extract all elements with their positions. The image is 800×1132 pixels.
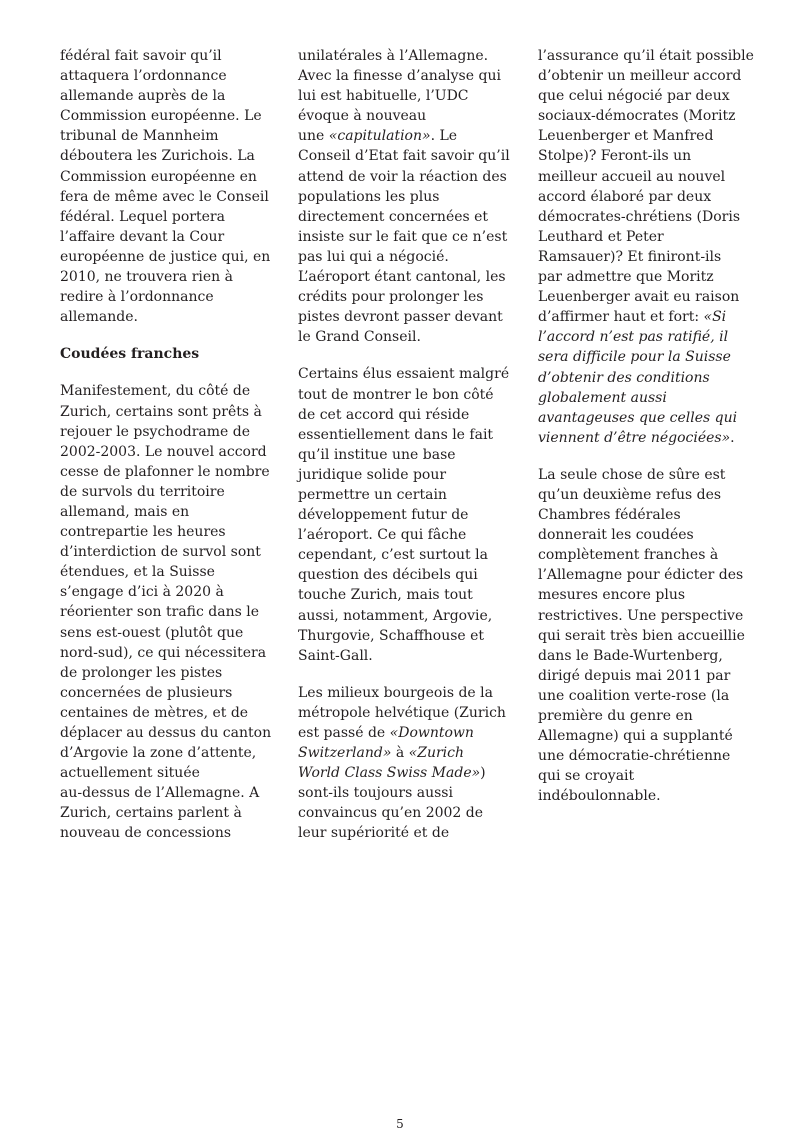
text-run: nord-sud), ce qui nécessitera [60,644,267,661]
text-line [538,786,754,806]
text-line [298,405,512,425]
text-line [298,146,512,166]
text-line [538,126,754,146]
text-line [60,683,274,703]
text-run: unilatérales à l’Allemagne. [298,48,489,64]
text-run: développement futur de [298,507,469,524]
text-column-1 [60,46,274,844]
text-run: par admettre que Moritz [538,269,714,286]
text-run: Leuenberger et Manfred [538,128,714,145]
text-line [298,227,512,247]
text-line [298,445,512,465]
paragraph [60,46,274,327]
text-line [60,442,274,462]
text-run: essentiellement dans le fait [298,426,494,443]
text-line [60,502,274,522]
text-run: crédits pour prolonger les [298,289,484,306]
text-run: de prolonger les pistes [60,664,223,681]
text-run: qui se croyait [538,768,635,785]
text-line [538,485,754,505]
text-line [298,626,512,646]
text-line [60,482,274,502]
text-run: Ramsauer)? Et finiront-ils [538,248,722,265]
text-run: donnerait les coudées [538,527,694,544]
text-line [60,287,274,307]
text-line [538,368,754,388]
text-run: . [730,429,735,446]
text-run: Commission européenne. Le [60,108,262,125]
text-line [60,803,274,823]
text-line [298,425,512,445]
text-line [60,582,274,602]
text-line [60,106,274,126]
text-run: cependant, c’est surtout la [298,547,488,564]
text-run: permettre un certain [298,486,447,503]
text-run: insiste sur le fait que ce n’est [298,228,508,245]
text-run: qu’un deuxième refus des [538,486,722,503]
text-run: indéboulonnable. [538,788,661,805]
text-line [538,86,754,106]
text-line [60,783,274,803]
text-line [538,408,754,428]
text-run: Leuenberger avait eu raison [538,289,740,306]
text-run: d’Argovie la zone d’attente, [60,745,257,762]
text-run: nouveau de concessions [60,825,232,842]
italic-text: «Si [703,309,727,326]
text-run: La seule chose de sûre est [538,466,726,483]
paragraph-gap [60,364,274,381]
text-line [60,643,274,663]
text-line [60,623,274,643]
paragraph [298,364,512,665]
text-run: réorienter son trafic dans le [60,604,260,621]
text-run: à [391,745,409,762]
text-run: l’Allemagne pour édicter des [538,567,744,584]
text-line [298,703,512,723]
paragraph [538,465,754,807]
paragraph [538,46,754,448]
text-run: sont-ils toujours aussi [298,785,453,802]
text-line [298,783,512,803]
text-line [298,126,512,146]
text-line [298,723,512,743]
text-line [538,66,754,86]
text-run: restrictives. Une perspective [538,607,744,624]
italic-text: «capitulation» [328,128,431,145]
text-run: fédéral. Lequel portera [60,208,225,225]
text-run: redire à l’ordonnance [60,289,214,306]
text-run: une coalition verte-rose (la [538,687,730,704]
text-run: s’engage d’ici à 2020 à [60,584,224,601]
text-line [60,267,274,287]
text-run: concernées de plusieurs [60,684,233,701]
text-line [538,428,754,448]
text-line [538,505,754,525]
page-number: 5 [396,1117,404,1131]
text-line [538,247,754,267]
italic-text: «Zurich [408,745,464,762]
text-run: allemande auprès de la [60,88,226,105]
text-line [298,307,512,327]
text-line [538,646,754,666]
text-line [538,46,754,66]
text-run: déplacer au dessus du canton [60,725,272,741]
text-run: leur supériorité et de [298,825,450,842]
text-line [538,327,754,347]
text-run: une [298,128,329,145]
italic-text: Switzerland» [298,745,392,762]
text-run: fédéral fait savoir qu’il [60,48,222,64]
text-line [538,606,754,626]
text-line [60,562,274,582]
text-run: centaines de mètres, et de [60,704,249,721]
text-run: Avec la finesse d’analyse qui [298,68,501,85]
text-line [298,565,512,585]
text-line [298,646,512,666]
text-line [538,686,754,706]
text-run: juridique solide pour [298,466,447,483]
text-line [298,247,512,267]
text-run: démocrates-chrétiens (Doris [538,208,741,225]
text-line [298,385,512,405]
text-line [298,364,512,384]
text-run: accord élaboré par deux [538,188,712,205]
text-run: Coudées franches [60,346,200,363]
text-run: d’obtenir un meilleur accord [538,68,742,85]
text-run: métropole helvétique (Zurich [298,704,506,721]
text-run: Thurgovie, Schaffhouse et [298,627,485,644]
text-line [298,683,512,703]
text-line [298,525,512,545]
text-line [60,86,274,106]
text-line [298,106,512,126]
text-run: l’affaire devant la Cour [60,228,225,245]
text-run: une démocratie-chrétienne [538,748,731,765]
text-line [298,167,512,187]
text-line [298,763,512,783]
text-run: attaquera l’ordonnance [60,68,227,85]
text-line [538,287,754,307]
text-run: fera de même avec le Conseil [60,188,269,205]
section-heading [60,344,274,364]
paragraph-gap [298,347,512,364]
text-run: le Grand Conseil. [298,329,421,346]
text-line [298,287,512,307]
text-run: déboutera les Zurichois. La [60,148,255,165]
text-run: . Le [430,128,458,145]
text-run: mesures encore plus [538,587,686,604]
text-run: convaincus qu’en 2002 de [298,805,484,822]
text-line [298,823,512,843]
text-run: Commission européenne en [60,168,257,185]
text-run: Zurich, certains parlent à [60,805,242,822]
text-run: touche Zurich, mais tout [298,587,473,604]
text-line [60,402,274,422]
text-line [538,766,754,786]
text-run: sociaux-démocrates (Moritz [538,108,736,125]
paragraph [60,381,274,843]
text-run: l’assurance qu’il était possible [538,48,754,64]
text-line [538,465,754,485]
text-line [538,545,754,565]
text-line [60,227,274,247]
text-line [538,746,754,766]
text-line [538,267,754,287]
paragraph-gap [60,327,274,344]
italic-text: l’accord n’est pas ratifié, il [538,329,729,346]
text-run: contrepartie les heures [60,524,226,541]
text-line [60,602,274,622]
text-run: Saint-Gall. [298,647,373,664]
text-line [298,545,512,565]
italic-text: sera difficile pour la Suisse [538,349,731,366]
text-run: qui serait très bien accueillie [538,627,745,644]
text-line [538,207,754,227]
text-run: l’aéroport. Ce qui fâche [298,527,467,544]
text-run: pas lui qui a négocié. [298,248,449,265]
text-line [538,565,754,585]
text-line [298,803,512,823]
text-line [60,381,274,401]
text-run: étendues, et la Suisse [60,564,215,581]
text-line [60,307,274,327]
text-line [538,585,754,605]
text-line [538,525,754,545]
text-line [298,505,512,525]
text-line [538,106,754,126]
text-run: sens est-ouest (plutôt que [60,624,244,641]
text-run: ) [480,765,486,782]
text-run: Manifestement, du côté de [60,383,251,400]
text-run: L’aéroport étant cantonal, les [298,269,506,286]
paragraph-gap [538,448,754,465]
text-run: que celui négocié par deux [538,88,730,105]
text-line [538,146,754,166]
text-run: cesse de plafonner le nombre [60,463,270,480]
text-line [298,585,512,605]
text-line [60,743,274,763]
text-run: 2002-2003. Le nouvel accord [60,443,267,460]
paragraph-gap [298,666,512,683]
text-run: aussi, notamment, Argovie, [298,607,493,624]
text-line [538,666,754,686]
text-run: d’affirmer haut et fort: [538,309,704,326]
text-run: rejouer le psychodrame de [60,423,251,440]
text-line [60,167,274,187]
text-run: Certains élus essaient malgré [298,366,510,383]
text-line [538,626,754,646]
text-run: tout de montrer le bon côté [298,386,494,403]
text-run: Conseil d’Etat fait savoir qu’il [298,148,510,165]
text-line [298,267,512,287]
text-line [60,126,274,146]
text-run: de cet accord qui réside [298,406,470,423]
paragraph [298,683,512,844]
text-run: meilleur accueil au nouvel [538,168,726,185]
text-line [298,187,512,207]
text-line [298,207,512,227]
text-line [298,327,512,347]
text-line [60,462,274,482]
text-run: dirigé depuis mai 2011 par [538,667,731,684]
text-run: d’interdiction de survol sont [60,544,261,561]
text-run: allemande. [60,309,138,326]
text-run: directement concernées et [298,208,489,225]
italic-text: «Downtown [389,725,474,741]
text-line [60,146,274,166]
text-line [538,307,754,327]
text-run: Les milieux bourgeois de la [298,684,493,701]
italic-text: globalement aussi [538,389,667,406]
text-run: européenne de justice qui, en [60,248,271,265]
text-run: lui est habituelle, l’UDC [298,88,469,105]
text-run: Stolpe)? Feront-ils un [538,148,692,165]
text-line [298,66,512,86]
text-run: Zurich, certains sont prêts à [60,403,262,420]
text-line [60,823,274,843]
text-run: est passé de [298,725,390,741]
text-run: populations les plus [298,188,440,205]
text-line [538,726,754,746]
text-line [60,46,274,66]
text-line [60,763,274,783]
text-line [60,422,274,442]
text-line [60,66,274,86]
italic-text: avantageuses que celles qui [538,409,738,426]
text-line [298,86,512,106]
text-run: attend de voir la réaction des [298,168,507,185]
text-line [538,347,754,367]
text-line [60,663,274,683]
italic-text: viennent d’être négociées» [538,429,731,446]
text-run: première du genre en [538,708,693,724]
text-run: complètement franches à [538,547,719,564]
text-line [60,187,274,207]
text-line [298,465,512,485]
text-column-2 [298,46,512,844]
text-line [60,542,274,562]
text-run: question des décibels qui [298,567,478,584]
text-run: tribunal de Mannheim [60,128,219,145]
text-run: actuellement située [60,765,200,782]
italic-text: World Class Swiss Made» [298,765,481,782]
text-run: pistes devront passer devant [298,309,503,326]
text-line [298,743,512,763]
text-line [538,388,754,408]
paragraph [298,46,512,347]
text-column-3 [538,46,754,806]
text-line [298,606,512,626]
text-run: Chambres fédérales [538,507,681,524]
text-run: allemand, mais en [60,503,190,520]
text-run: 2010, ne trouvera rien à [60,269,233,286]
text-run: de survols du territoire [60,483,225,500]
text-line [538,167,754,187]
italic-text: d’obtenir des conditions [538,369,710,386]
text-run: qu’il institue une base [298,446,456,463]
text-run: évoque à nouveau [298,108,427,125]
text-line [60,207,274,227]
text-line [60,247,274,267]
text-run: Leuthard et Peter [538,228,664,245]
text-line [60,522,274,542]
text-run: au-dessus de l’Allemagne. A [60,785,260,802]
text-line [60,703,274,723]
text-run: dans le Bade-Wurtenberg, [538,647,723,664]
text-line [298,46,512,66]
text-line [538,227,754,247]
text-line [60,723,274,743]
text-line [60,344,274,364]
text-line [298,485,512,505]
text-line [538,187,754,207]
text-run: Allemagne) qui a supplanté [538,728,733,745]
text-line [538,706,754,726]
